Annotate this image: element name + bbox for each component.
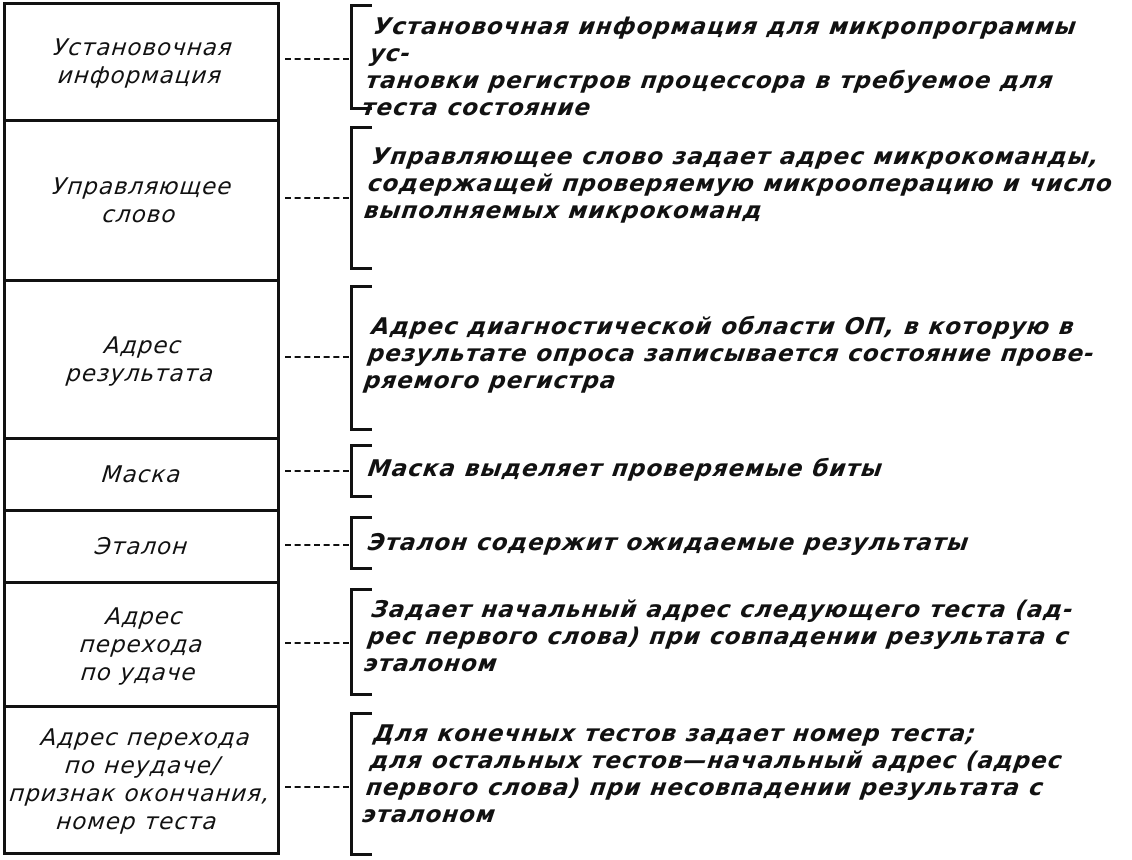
field-failure-jump-address [6, 708, 277, 852]
field-label: Адрес перехода по удаче [78, 603, 205, 686]
field-success-jump-address [6, 584, 277, 708]
field-label: Адрес перехода по неудаче/ признак окончания, номер теста [8, 725, 272, 835]
connector-line [285, 197, 349, 199]
description-result-address: Адрес диагностической области ОП, в которую в результате опроса записывается состояние прове- ряемого регистра [362, 314, 1097, 394]
field-reference [6, 512, 277, 584]
field-setup-info [6, 5, 277, 122]
description-control-word: Управляющее слово задает адрес микрокоманды, содержащей проверяемую микрооперацию и число выполняемых микрокоманд [362, 144, 1115, 224]
field-label: Управляющее слово [51, 173, 235, 228]
description-success-jump-address: Задает начальный адрес следующего теста (ад- рес первого слова) при совпадении результата с эталоном [362, 597, 1076, 677]
connector-line [285, 544, 349, 546]
field-label: Адрес результата [64, 332, 216, 387]
field-label: Эталон [93, 533, 190, 560]
field-control-word [6, 122, 277, 282]
connector-line [285, 642, 349, 644]
description-setup-info: Установочная информация для микропрограммы ус- тановки регистров процессора в требуемое для теста состояние [360, 14, 1079, 121]
field-mask [6, 440, 277, 512]
test-word-fields-column [3, 2, 280, 855]
description-mask: Маска выделяет проверяемые биты [366, 456, 885, 482]
connector-line [285, 58, 349, 60]
connector-line [285, 470, 349, 472]
description-failure-jump-address: Для конечных тестов задает номер теста; для остальных тестов—начальный адрес (адрес первого слова) при несовпадении результата с эталоном [360, 721, 1065, 828]
connector-line [285, 786, 349, 788]
description-reference: Эталон содержит ожидаемые результаты [366, 530, 972, 556]
connector-line [285, 356, 349, 358]
field-label: Установочная информация [51, 35, 235, 89]
field-result-address [6, 282, 277, 440]
field-label: Маска [100, 461, 183, 488]
